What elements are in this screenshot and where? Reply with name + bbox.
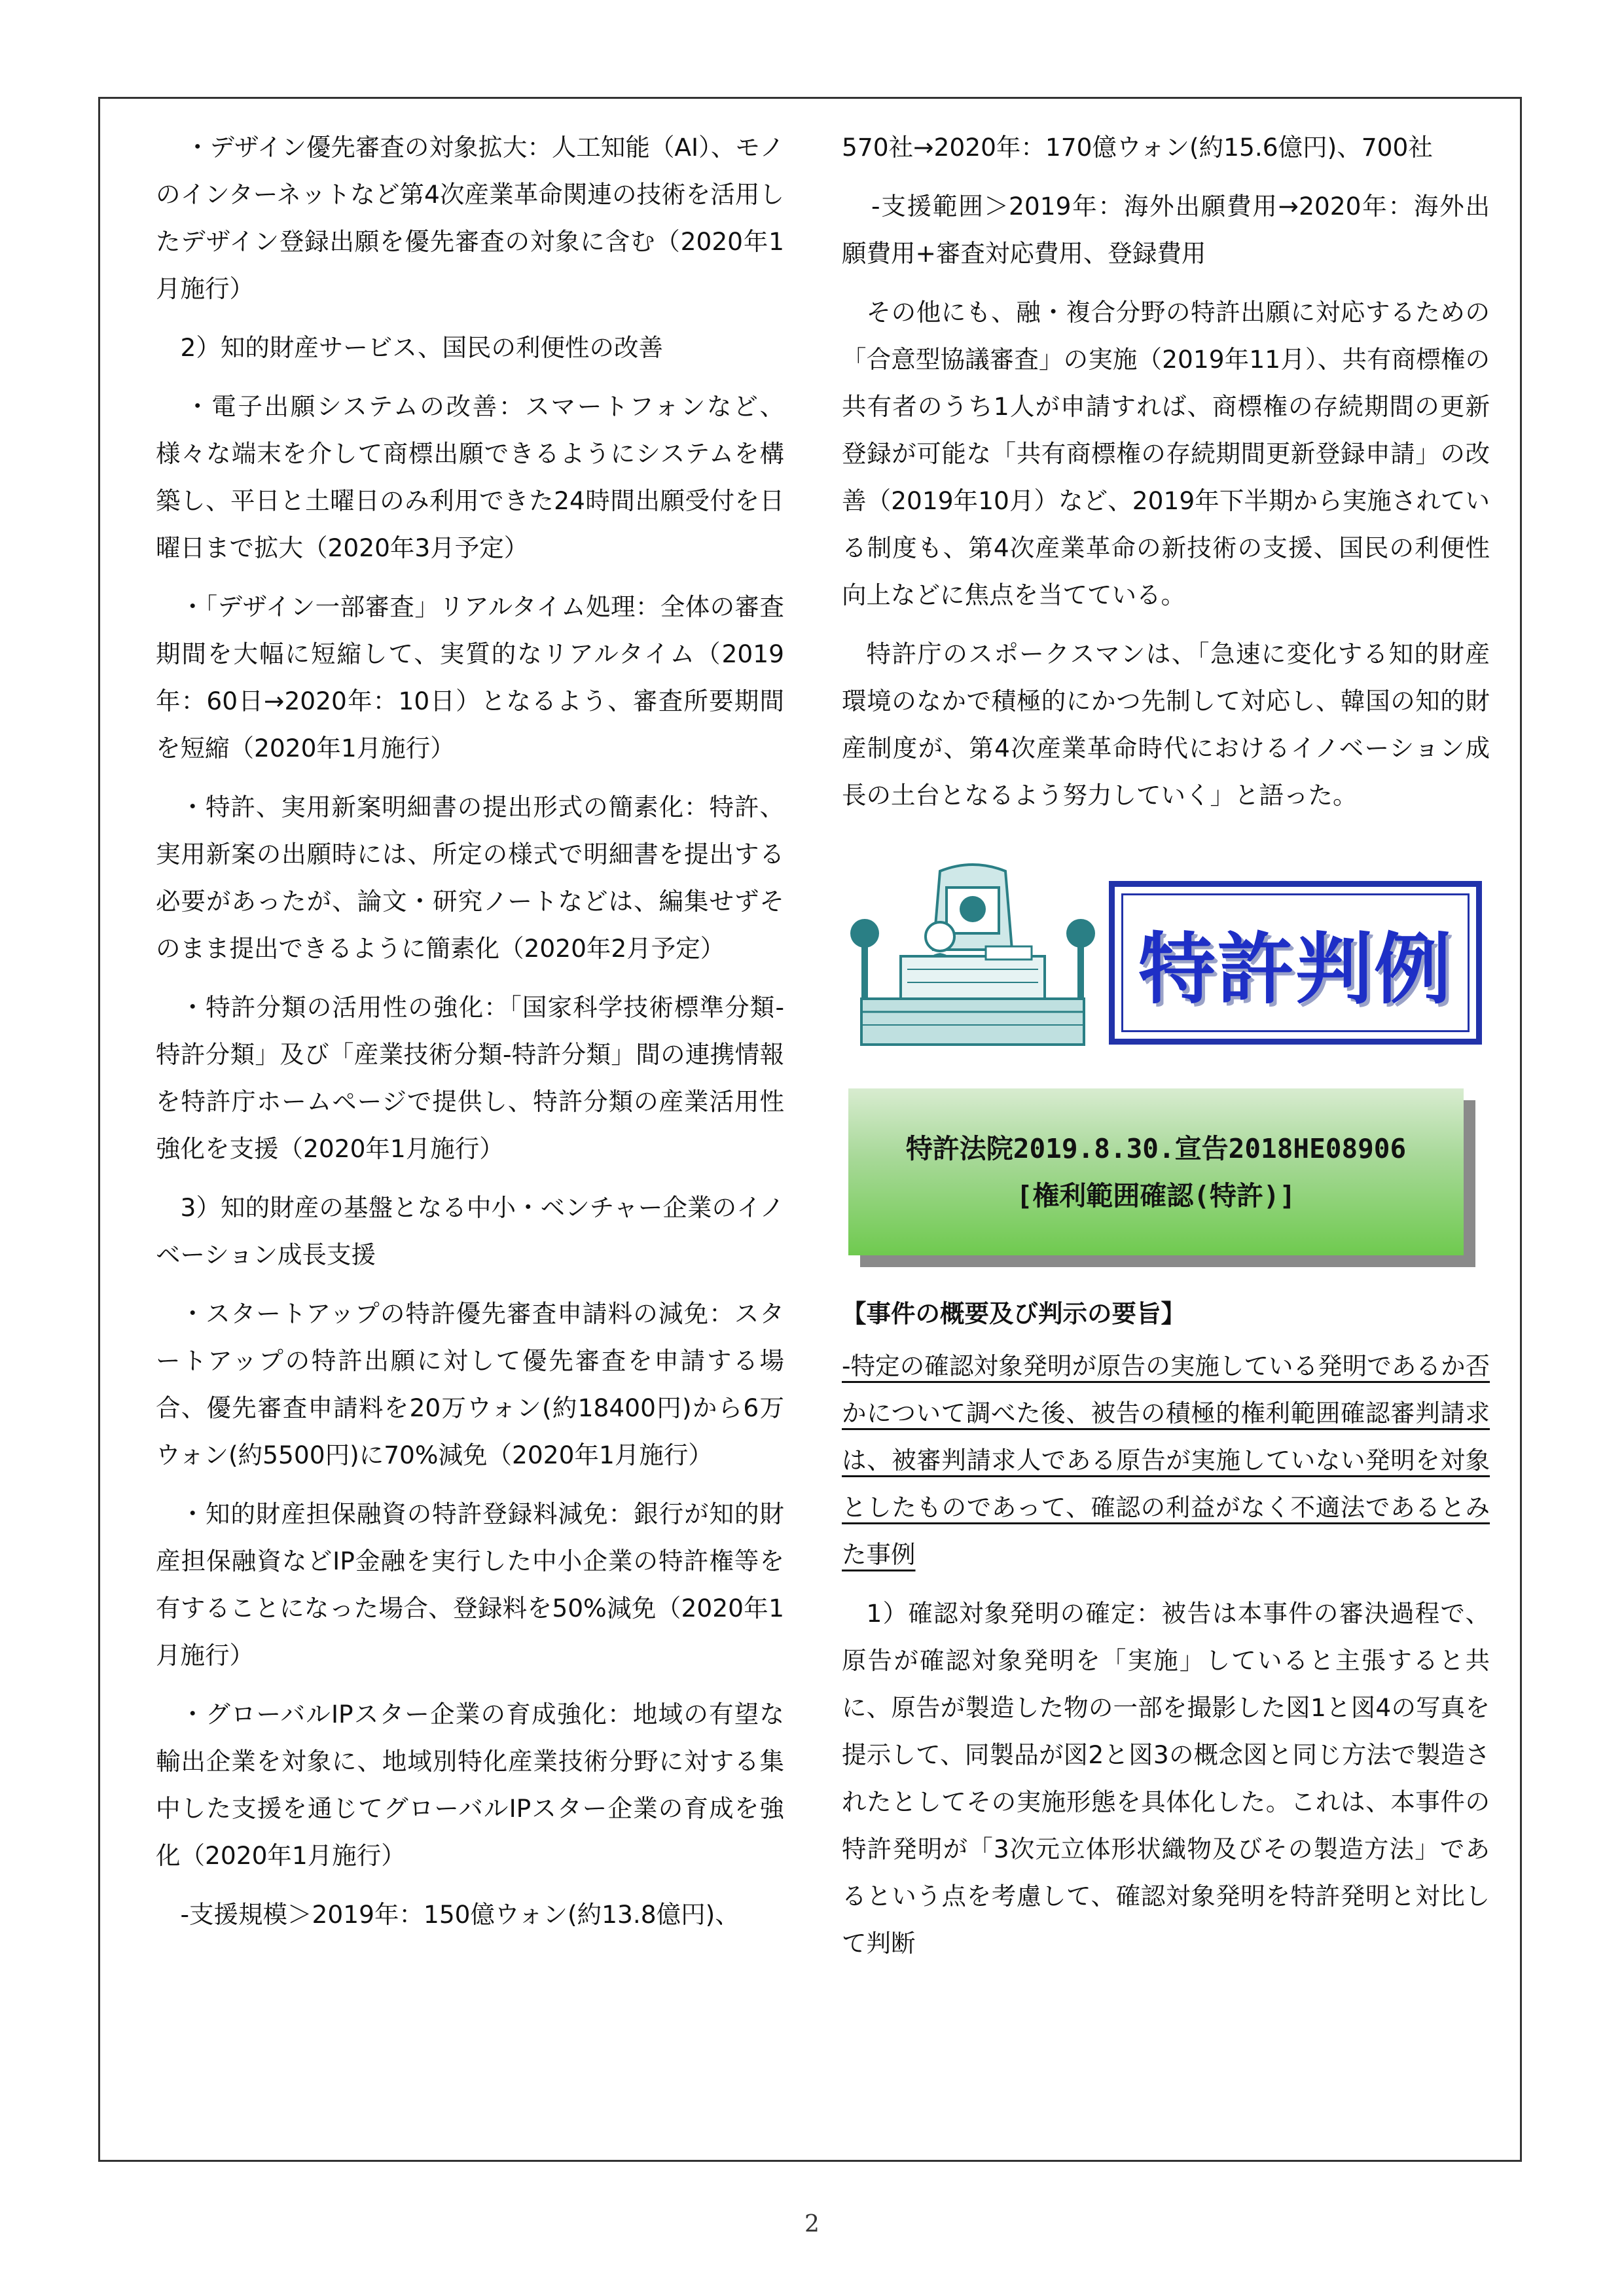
left-paragraph: 2）知的財産サービス、国民の利便性の改善 (180, 333, 663, 362)
left-paragraph: ・グローバルIPスター企業の育成強化：地域の有望な輸出企業を対象に、地域別特化産業技術分野に対する集中した支援を通じてグローバルIPスター企業の育成を強化（2020年1月施行） (156, 1700, 784, 1870)
right-paragraph: その他にも、融・複合分野の特許出願に対応するための「合意型協議審査」の実施（2019年11月）、共有商標権の共有者のうち1人が申請すれば、商標権の存続期間の更新登録が可能な「共有商標権の存続期間更新登録申請」の改善（2019年10月）など、2019年下半期から実施されている制度も、第4次産業革命の新技術の支援、国民の利便性向上などに焦点を当てている。 (842, 298, 1490, 609)
case-number: 特許法院2019.8.30.宣告2018HE08906 (905, 1132, 1407, 1164)
page-number: 2 (804, 2211, 820, 2238)
patent-cases-banner (842, 858, 1490, 1081)
left-paragraph: ・デザイン優先審査の対象拡大：人工知能（AI）、モノのインターネットなど第4次産業革命関連の技術を活用したデザイン登録出願を優先審査の対象に含む（2020年1月施行） (156, 133, 784, 303)
case-type: [権利範囲確認(特許)] (1016, 1179, 1296, 1211)
courtroom-judge-icon (842, 858, 1104, 1054)
page-frame (98, 97, 1522, 2162)
left-paragraph: ・知的財産担保融資の特許登録料減免：銀行が知的財産担保融資などIP金融を実行した中小企業の特許権等を有することになった場合、登録料を50%減免（2020年1月施行） (156, 1499, 784, 1670)
left-paragraph: -支援規模＞2019年：150億ウォン(約13.8億円)、 (180, 1900, 740, 1929)
summary-heading: 【事件の概要及び判示の要旨】 (842, 1299, 1185, 1328)
right-paragraph: 特許庁のスポークスマンは、「急速に変化する知的財産環境のなかで積極的にかつ先制して対応し、韓国の知的財産制度が、第4次産業革命時代におけるイノベーション成長の土台となるよう努力していく」と語った。 (842, 639, 1490, 810)
right-paragraph: -支援範囲＞2019年：海外出願費用→2020年：海外出願費用+審査対応費用、登録費用 (842, 192, 1490, 268)
summary-abstract: -特定の確認対象発明が原告の実施している発明であるか否かについて調べた後、被告の積極的権利範囲確認審判請求は、被審判請求人である原告が実施していない発明を対象としたものであって、確認の利益がなく不適法であるとみた事例 (842, 1352, 1490, 1569)
right-column (842, 124, 1490, 1979)
left-paragraph: ・特許分類の活用性の強化：「国家科学技術標準分類-特許分類」及び「産業技術分類-特許分類」間の連携情報を特許庁ホームページで提供し、特許分類の産業活用性強化を支援（2020年1月施行） (156, 993, 784, 1163)
banner-title-box (1109, 881, 1482, 1045)
left-paragraph: ・特許、実用新案明細書の提出形式の簡素化：特許、実用新案の出願時には、所定の様式で明細書を提出する必要があったが、論文・研究ノートなどは、編集せずそのまま提出できるように簡素化（2020年2月予定） (156, 793, 784, 963)
left-paragraph: ・「デザイン一部審査」リアルタイム処理：全体の審査期間を大幅に短縮して、実質的なリアルタイム（2019年：60日→2020年：10日）となるよう、審査所要期間を短縮（2020年1月施行） (156, 592, 784, 762)
right-paragraph: 570社→2020年：170億ウォン(約15.6億円)、700社 (842, 133, 1433, 162)
summary-body: 1）確認対象発明の確定：被告は本事件の審決過程で、原告が確認対象発明を「実施」していると主張すると共に、原告が製造した物の一部を撮影した図1と図4の写真を提示して、同製品が図2と図3の概念図と同じ方法で製造されたとしてその実施形態を具体化した。これは、本事件の特許発明が「3次元立体形状織物及びその製造方法」であるという点を考慮して、確認対象発明を特許発明と対比して判断 (842, 1599, 1490, 1958)
left-paragraph: ・電子出願システムの改善：スマートフォンなど、様々な端末を介して商標出願できるようにシステムを構築し、平日と土曜日のみ利用できた24時間出願受付を日曜日まで拡大（2020年3月予定） (156, 392, 784, 562)
case-header (848, 1088, 1490, 1278)
banner-title: 特許判例 (1138, 924, 1453, 1014)
left-paragraph: 3）知的財産の基盤となる中小・ベンチャー企業のイノベーション成長支援 (156, 1193, 784, 1269)
left-column (156, 124, 784, 1950)
left-paragraph: ・スタートアップの特許優先審査申請料の減免：スタートアップの特許出願に対して優先審査を申請する場合、優先審査申請料を20万ウォン(約18400円)から6万ウォン(約5500円)に70%減免（2020年1月施行） (156, 1299, 784, 1469)
